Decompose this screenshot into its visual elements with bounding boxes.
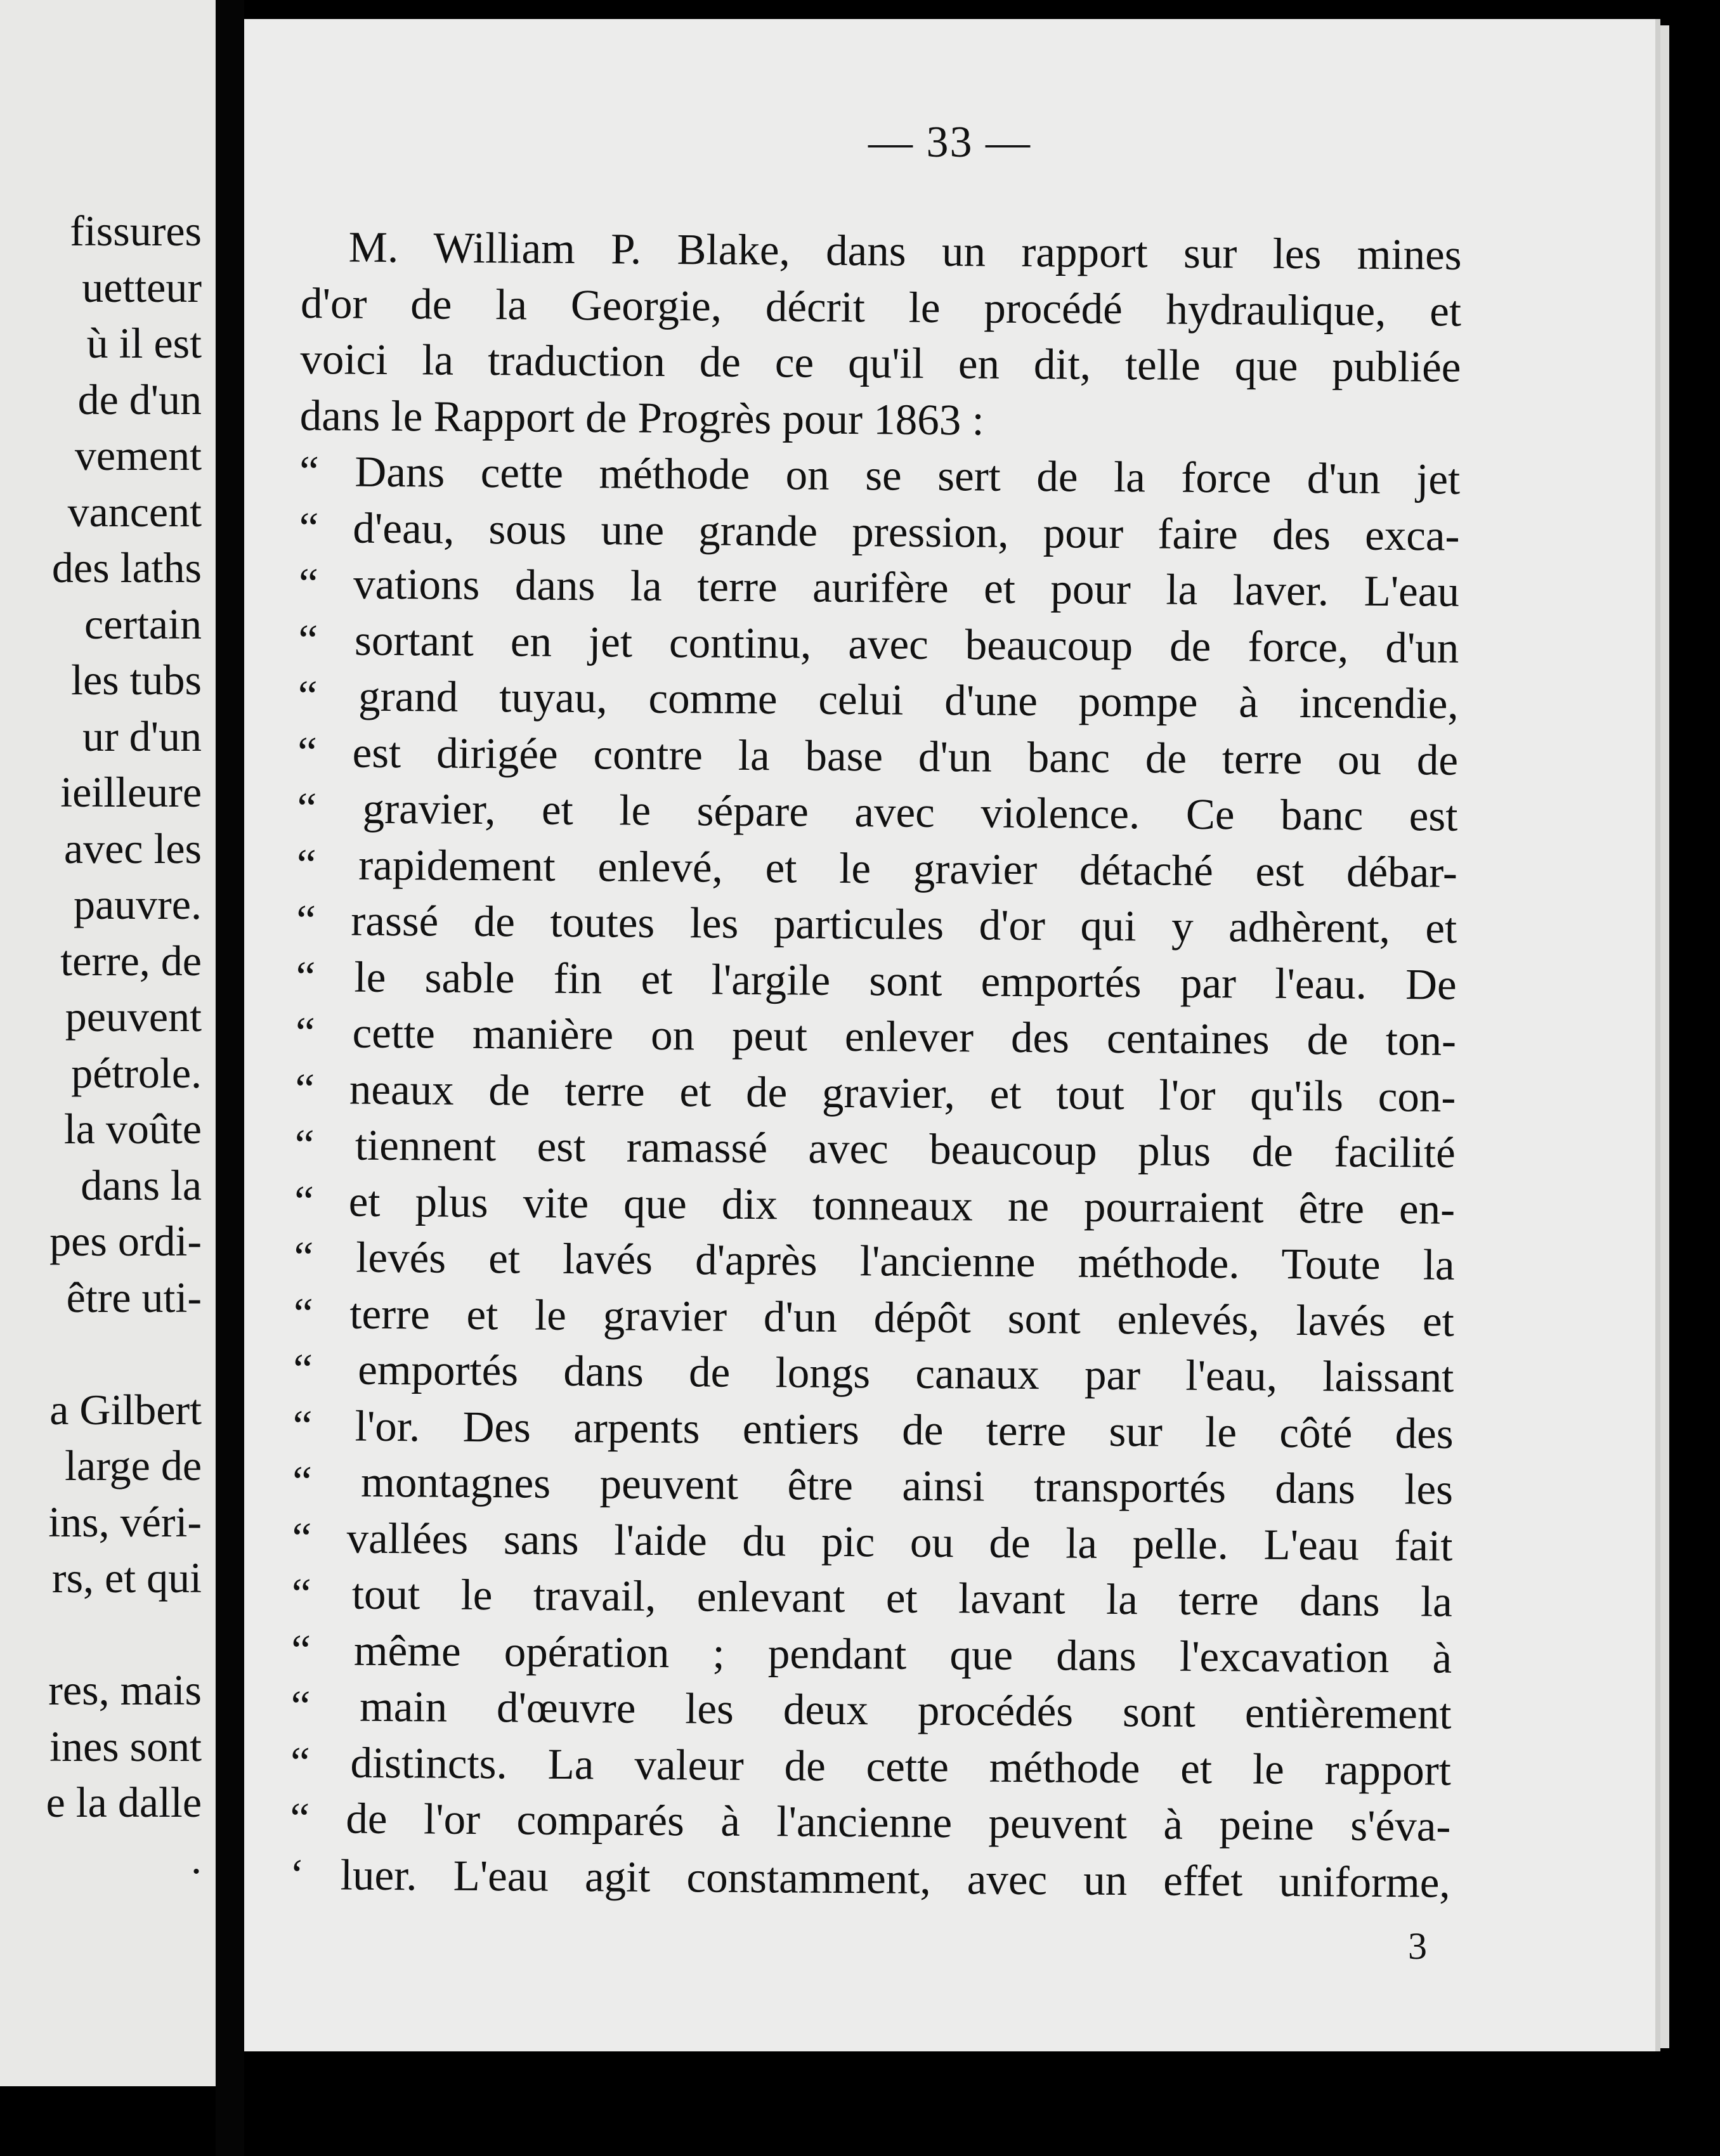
text-line: d'or de la Georgie, décrit le procédé hydraulique, et xyxy=(300,278,1462,335)
signature-mark: 3 xyxy=(1408,1925,1427,1967)
left-text-line: . xyxy=(191,1834,202,1883)
left-text-line: ur d'un xyxy=(82,711,202,760)
text-line: “ vations dans la terre aurifère et pour la laver. L'eau xyxy=(298,559,1460,616)
left-text-line: dans la xyxy=(81,1160,202,1209)
left-page-fragment xyxy=(0,0,218,2086)
left-text-line: a Gilbert xyxy=(49,1385,202,1434)
left-text-line: pes ordi- xyxy=(49,1217,202,1265)
text-line: “ main d'œuvre les deux procédés sont entièrement xyxy=(290,1681,1452,1738)
text-line: “ vallées sans l'aide du pic ou de la pelle. L'eau fait xyxy=(292,1513,1453,1570)
text-line: “ neaux de terre et de gravier, et tout l'or qu'ils con- xyxy=(295,1064,1456,1121)
left-text-line: vement xyxy=(74,431,202,479)
left-text-line: e la dalle xyxy=(46,1778,202,1826)
left-text-line: rs, et qui xyxy=(51,1554,202,1602)
left-text-line: ines sont xyxy=(49,1722,202,1770)
text-line: “ montagnes peuvent être ainsi transportés dans les xyxy=(292,1457,1454,1514)
text-line: “ sortant en jet continu, avec beaucoup de force, d'un xyxy=(298,615,1459,672)
text-line: “ terre et le gravier d'un dépôt sont enlevés, lavés et xyxy=(293,1289,1455,1346)
left-text-line: de d'un xyxy=(77,375,202,424)
left-text-line: res, mais xyxy=(48,1666,202,1714)
left-text-line: uetteur xyxy=(82,263,202,311)
left-page-text xyxy=(0,203,202,1886)
left-text-line xyxy=(0,1325,202,1382)
left-text-line: large de xyxy=(65,1441,202,1490)
left-text-line: ins, véri- xyxy=(48,1497,202,1546)
text-line: “ emportés dans de longs canaux par l'eau, laissant xyxy=(293,1344,1454,1401)
left-text-line: certain xyxy=(84,599,202,648)
left-text-line: ù il est xyxy=(86,319,202,367)
text-line: “ distincts. La valeur de cette méthode et le rapport xyxy=(290,1737,1452,1795)
text-line: “ cette manière on peut enlever des centaines de ton- xyxy=(295,1008,1457,1065)
left-text-line: la voûte xyxy=(63,1105,202,1153)
text-line: dans le Rapport de Progrès pour 1863 : xyxy=(299,391,984,445)
right-page xyxy=(244,19,1660,2051)
left-text-line: peuvent xyxy=(65,992,202,1041)
text-line: “ Dans cette méthode on se sert de la force d'un jet xyxy=(299,446,1461,503)
text-line: “ rassé de toutes les particules d'or qui y adhèrent, et xyxy=(296,895,1457,952)
left-text-line: avec les xyxy=(63,824,202,873)
book-gutter xyxy=(216,0,244,2156)
text-line: “ est dirigée contre la base d'un banc de terre ou de xyxy=(297,727,1459,784)
text-line: “ l'or. Des arpents entiers de terre sur le côté des xyxy=(292,1401,1454,1458)
text-line: “ le sable fin et l'argile sont emportés par l'eau. De xyxy=(296,952,1457,1009)
text-line: voici la traduction de ce qu'il en dit, telle que publiée xyxy=(300,334,1461,391)
text-line: ‘ luer. L'eau agit constamment, avec un effet uniforme, xyxy=(289,1850,1450,1907)
left-text-line: être uti- xyxy=(66,1273,202,1322)
text-line: “ grand tuyau, comme celui d'une pompe à incendie, xyxy=(297,671,1459,728)
left-text-line: pauvre. xyxy=(73,880,202,928)
left-text-line: fissures xyxy=(70,207,202,255)
text-line: “ tout le travail, enlevant et lavant la terre dans la xyxy=(291,1569,1453,1626)
left-text-line: des laths xyxy=(51,543,202,592)
text-line: “ d'eau, sous une grande pression, pour faire des exca- xyxy=(299,503,1460,560)
left-text-line: pétrole. xyxy=(71,1048,202,1097)
text-line: “ et plus vite que dix tonneaux ne pourraient être en- xyxy=(294,1176,1456,1233)
left-text-line: les tubs xyxy=(71,656,202,704)
page-number: — 33 — xyxy=(868,118,1031,167)
body-text xyxy=(289,219,1461,1911)
left-text-line: vancent xyxy=(67,487,202,536)
left-text-line xyxy=(0,1606,202,1663)
text-line: “ gravier, et le sépare avec violence. Ce banc est xyxy=(297,783,1458,840)
left-text-line: terre, de xyxy=(60,936,202,985)
left-text-line: ieilleure xyxy=(60,768,202,816)
text-line: “ de l'or comparés à l'ancienne peuvent à peine s'éva- xyxy=(290,1793,1451,1850)
text-line: “ tiennent est ramassé avec beaucoup plus de facilité xyxy=(294,1120,1456,1177)
text-line: “ levés et lavés d'après l'ancienne méthode. Toute la xyxy=(294,1232,1455,1289)
text-line: M. William P. Blake, dans un rapport sur les mines xyxy=(348,223,1462,279)
text-line: “ même opération ; pendant que dans l'excavation à xyxy=(290,1625,1452,1682)
text-line: “ rapidement enlevé, et le gravier détaché est débar- xyxy=(296,840,1458,897)
